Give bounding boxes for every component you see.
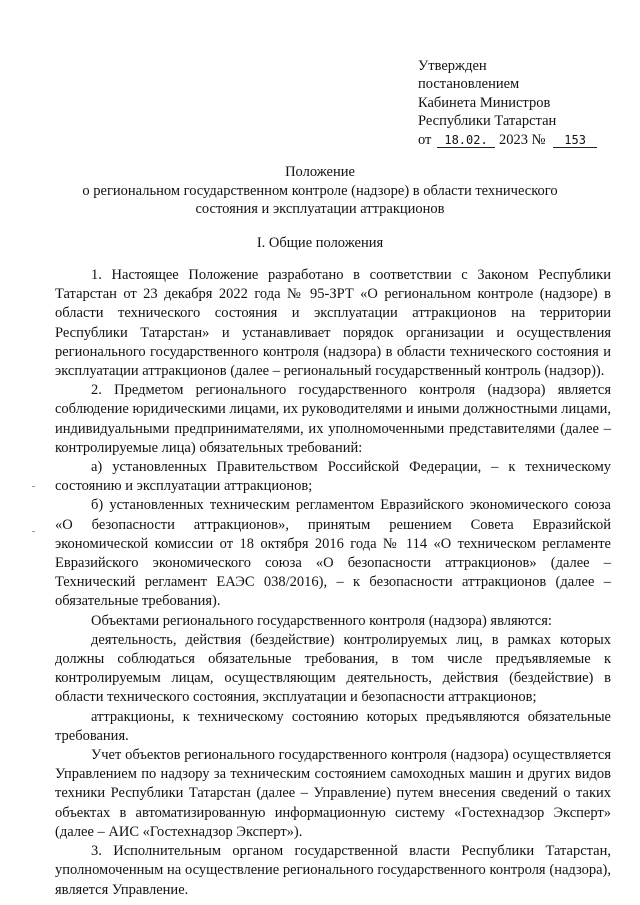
approval-number: 153 [553, 133, 597, 148]
approval-date-line [418, 131, 628, 149]
approval-year: 2023 № [499, 131, 546, 148]
title-line: о региональном государственном контроле (надзоре) в области технического [82, 182, 558, 199]
approval-line: постановлением [418, 76, 520, 93]
paragraph: Объектами регионального государственного контроля (надзора) являются: [91, 612, 552, 629]
approval-line: Республики Татарстан [418, 113, 557, 130]
document-title [30, 163, 610, 219]
paragraph: 1. Настоящее Положение разработано в соответствии с Законом Республики Татарстан от 23 декабря 2022 года № 95-ЗРТ «О региональном контроле (надзоре) в области технического состояния и эксплуатации аттракционов на территории Республики Татарстан» и устанавливает порядок организации и осуществления регионального государственного контроля (надзора) в области технического состояния и эксплуатации аттракционов (далее – региональный государственный контроль (надзор)). [55, 267, 611, 380]
paragraph: аттракционы, к техническому состоянию которых предъявляются обязательные требования. [55, 708, 611, 744]
scan-mark [32, 486, 35, 487]
approval-stamp [418, 57, 628, 149]
paragraph: 3. Исполнительным органом государственной власти Республики Татарстан, уполномоченным на осуществление регионального государственного контроля (надзора), является Управление. [55, 843, 611, 898]
section-heading: I. Общие положения [256, 235, 384, 251]
from-label: от [418, 131, 432, 148]
title-line: состояния и эксплуатации аттракционов [195, 201, 445, 218]
approval-line: Кабинета Министров [418, 94, 551, 111]
paragraph: а) установленных Правительством Российской Федерации, – к техническому состоянию и эксплуатации аттракционов; [55, 459, 611, 495]
approval-line: Утвержден [418, 58, 487, 74]
paragraph: Учет объектов регионального государственного контроля (надзора) осуществляется Управлением по надзору за техническим состоянием самоходных машин и других видов техники Республики Татарстан (далее – Управление) путем внесения сведений о таких объектах в автоматизированную информационную систему «Гостехнадзор Эксперт» (далее – АИС «Гостехнадзор Эксперт»). [55, 747, 611, 840]
approval-date: 18.02. [437, 133, 495, 148]
paragraph: б) установленных техническим регламентом Евразийского экономического союза «О безопасности аттракционов», принятым решением Совета Евразийской экономической комиссии от 18 октября 2016 года № 114 «О техническом регламенте Евразийского экономического союза «О безопасности аттракционов» (далее – Технический регламент ЕАЭС 038/2016), – к безопасности аттракционов (далее – обязательные требования). [55, 497, 611, 610]
title-line: Положение [285, 164, 355, 180]
paragraph: 2. Предметом регионального государственного контроля (надзора) является соблюдение юридическими лицами, их руководителями и иными должностными лицами, индивидуальными предпринимателями, их уполномоченными представителями (далее – контролируемые лица) обязательных требований: [55, 382, 611, 456]
document-body [55, 266, 611, 900]
paragraph: деятельность, действия (бездействие) контролируемых лиц, в рамках которых должны соблюдаться обязательные требования, в том числе предъявляемые к контролируемым лицам, осуществляющим деятельность, действия (бездействие) в области технического состояния, эксплуатации и безопасности аттракционов; [55, 631, 611, 706]
scan-mark [32, 531, 35, 532]
